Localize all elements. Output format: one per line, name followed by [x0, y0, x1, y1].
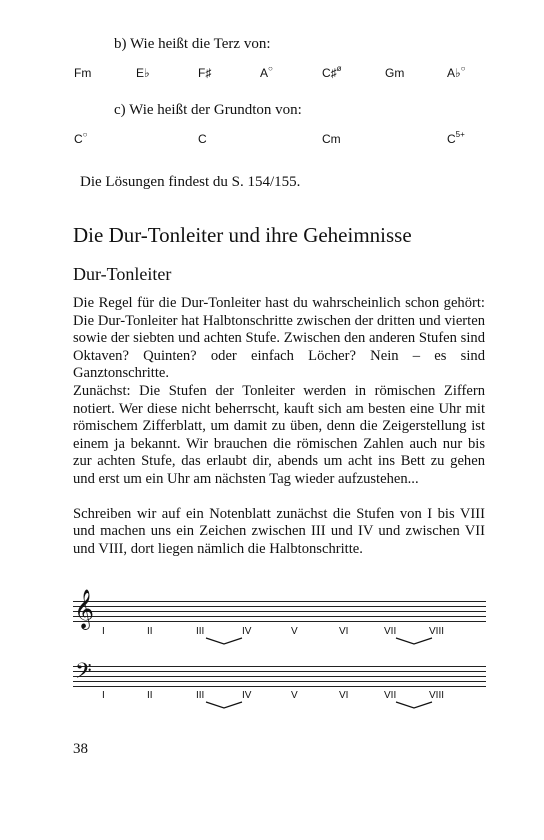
chord-item: [385, 66, 404, 80]
degree-label: IV: [242, 690, 252, 701]
degree-label: I: [102, 626, 105, 637]
paragraph: Zunächst: Die Stufen der Tonleiter werden in römischen Ziffern notiert. Wer diese nicht beherrscht, kauft sich am besten eine Uhr mit römischem Zifferblatt, um damit zu üben, denn die Zeigerstellung ist einem ja bekannt. Wir brauchen die römischen Zahlen auch nur bis zur achten Stufe, das erlaubt dir, abends um acht ins Bett zu gehen und erst um ein Uhr am nächsten Tag wieder aufzustehen...: [73, 382, 485, 487]
bass-clef-icon: 𝄢: [75, 659, 92, 689]
chord-item: [198, 132, 207, 146]
chord-root: C: [198, 132, 207, 146]
chord-item: [447, 66, 466, 80]
chord-item: [322, 66, 342, 80]
degree-label: VIII: [429, 690, 445, 701]
degree-label: III: [196, 690, 205, 701]
solutions-note: Die Lösungen findest du S. 154/155.: [80, 174, 301, 190]
halftone-mark: [204, 636, 244, 646]
chord-item: [260, 66, 273, 80]
chord-root: C: [74, 132, 83, 146]
treble-clef-icon: 𝄞: [74, 589, 95, 629]
degree-label: III: [196, 626, 205, 637]
exercise-b-question: b) Wie heißt die Terz von:: [114, 36, 271, 52]
exercise-c-question: c) Wie heißt der Grundton von:: [114, 102, 302, 118]
section-title: Die Dur-Tonleiter und ihre Geheimnisse: [73, 223, 412, 247]
degree-label: II: [147, 690, 153, 701]
chord-root: C: [447, 132, 456, 146]
bass-staff: [73, 659, 486, 696]
chord-item: [198, 66, 211, 80]
chord-suffix: ○: [460, 64, 466, 73]
paragraph: Die Regel für die Dur-Tonleiter hast du wahrscheinlich schon gehört: Die Dur-Tonleiter hat Halbtonschritte zwischen der dritten und vierten sowie der siebten und achten Stufe. Zwischen den anderen Stufen sind Oktaven? Quinten? oder einfach Löcher? Nein – es sind Ganztonschritte.: [73, 295, 485, 382]
degree-label: IV: [242, 626, 252, 637]
page-number: 38: [73, 741, 88, 757]
chord-item: [136, 66, 150, 80]
halftone-mark: [394, 636, 434, 646]
degree-label: II: [147, 626, 153, 637]
chord-root: Fm: [74, 66, 92, 80]
chord-item: [74, 66, 91, 80]
chord-root: F♯: [198, 66, 212, 80]
chord-root: Cm: [322, 132, 341, 146]
chord-root: A♭: [447, 66, 461, 80]
chord-root: Gm: [385, 66, 405, 80]
chord-root: A: [260, 66, 269, 80]
degree-label: VI: [339, 626, 349, 637]
chord-item: [74, 132, 88, 146]
treble-staff: [73, 589, 486, 631]
chord-root: E♭: [136, 66, 150, 80]
body-text: [73, 295, 485, 558]
chord-suffix: ○: [268, 64, 273, 73]
degree-label: VIII: [429, 626, 445, 637]
degree-label: VII: [384, 690, 397, 701]
chord-suffix: ○: [82, 130, 88, 139]
degree-label: I: [102, 690, 105, 701]
paragraph: Schreiben wir auf ein Notenblatt zunächst die Stufen von I bis VIII und machen uns ein Zeichen zwischen III und IV und zwischen VII und VIII, dort liegen nämlich die Halbtonschritte.: [73, 505, 485, 557]
degree-label: VI: [339, 690, 349, 701]
chord-root: C♯: [322, 66, 337, 80]
degree-label: VII: [384, 626, 397, 637]
degree-label: V: [291, 690, 298, 701]
halftone-mark: [394, 700, 434, 710]
chord-suffix: 5+: [455, 130, 465, 139]
chord-item: [447, 132, 465, 146]
halftone-mark: [204, 700, 244, 710]
chord-item: [322, 132, 341, 146]
degree-label: V: [291, 626, 298, 637]
subsection-title: Dur-Tonleiter: [73, 264, 172, 284]
chord-suffix: ø: [336, 64, 342, 73]
